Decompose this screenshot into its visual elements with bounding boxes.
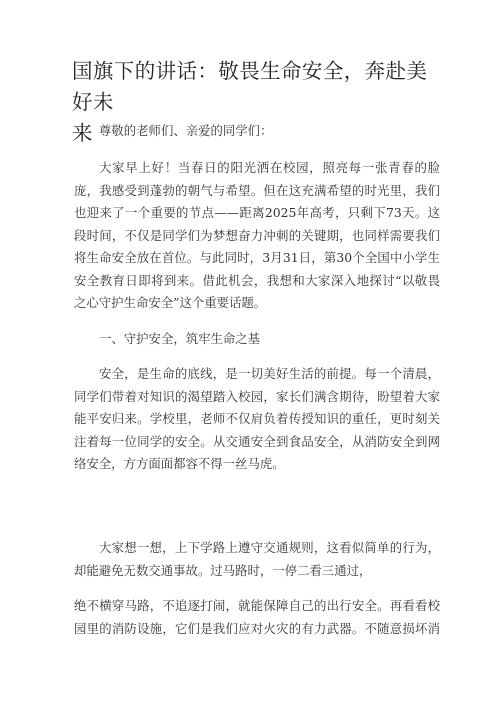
paragraph-line: 庞，我感受到蓬勃的朝气与希望。但在这充满希望的时光里，我们 xyxy=(74,182,440,198)
paragraph-line: 注着每一位同学的安全。从交通安全到食品安全，从消防安全到网 xyxy=(74,433,440,449)
paragraph-line: 安全，是生命的底线，是一切美好生活的前提。每一个清晨， xyxy=(99,366,440,381)
paragraph-3 xyxy=(74,537,440,582)
paragraph-line: 安全教育日即将到来。借此机会，我想和大家深入地探讨“以敬畏 xyxy=(74,272,440,288)
paragraph-line: 将生命安全放在首位。与此同时，3月31日，第30个全国中小学生 xyxy=(74,250,440,265)
title-line-2: 来 xyxy=(72,121,93,145)
section-heading-1: 一、守护安全，筑牢生命之基 xyxy=(99,331,261,346)
paragraph-line: 大家想一想，上下学路上遵守交通规则，这看似简单的行为， xyxy=(99,540,440,555)
paragraph-line: 园里的消防设施，它们是我们应对火灾的有力武器。不随意损坏消 xyxy=(74,620,440,636)
paragraph-line: 段时间，不仅是同学们为梦想奋力冲刺的关键期，也同样需要我们 xyxy=(74,227,440,243)
paragraph-line: 绝不横穿马路，不追逐打闹，就能保障自己的出行安全。再看看校 xyxy=(74,598,440,613)
greeting: 尊敬的老师们、亲爱的同学们： xyxy=(99,123,273,138)
paragraph-line: 也迎来了一个重要的节点——距离2025年高考，只剩下73天。这 xyxy=(74,205,440,220)
paragraph-line: 同学们带着对知识的渴望踏入校园，家长们满含期待，盼望着大家 xyxy=(74,388,440,404)
title-line-1: 国旗下的讲话：敬畏生命安全，奔赴美好未 xyxy=(72,59,428,114)
paragraph-1 xyxy=(74,157,440,315)
paragraph-4 xyxy=(74,595,440,640)
paragraph-2 xyxy=(74,363,440,476)
paragraph-line: 络安全，方方面面都容不得一丝马虎。 xyxy=(74,456,285,471)
paragraph-line: 能平安归来。学校里，老师不仅肩负着传授知识的重任，更时刻关 xyxy=(74,411,440,426)
paragraph-line: 却能避免无数交通事故。过马路时，一停二看三通过， xyxy=(74,562,372,578)
paragraph-line: 大家早上好！当春日的阳光洒在校园，照亮每一张青春的脸 xyxy=(99,160,440,175)
paragraph-line: 之心守护生命安全”这个重要话题。 xyxy=(74,295,267,310)
